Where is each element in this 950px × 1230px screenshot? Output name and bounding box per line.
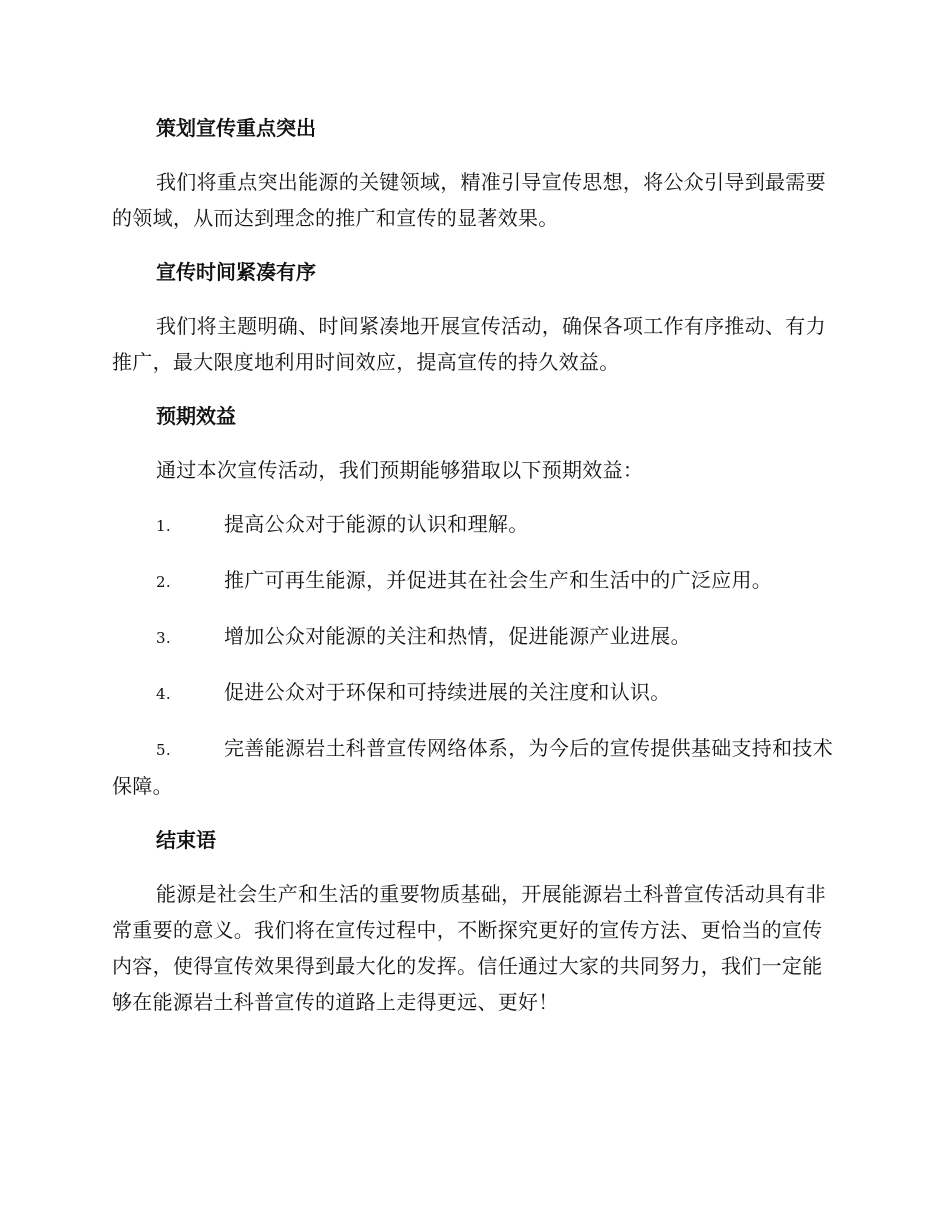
section-heading-conclusion: 结束语 (156, 828, 216, 852)
list-item (112, 506, 838, 544)
list-item-number: 3. (156, 629, 171, 647)
list-item-number: 2. (156, 573, 171, 591)
list-item (112, 674, 838, 712)
section-heading-planning: 策划宣传重点突出 (156, 116, 316, 140)
list-item-number: 1. (156, 517, 171, 535)
list-item (112, 562, 838, 600)
list-item-text: 增加公众对能源的关注和热情，促进能源产业进展。 (224, 624, 691, 648)
list-item-text: 提高公众对于能源的认识和理解。 (224, 512, 529, 536)
benefits-intro: 通过本次宣传活动，我们预期能够猎取以下预期效益： (156, 458, 644, 482)
list-item-number: 4. (156, 685, 171, 703)
list-item (112, 618, 838, 656)
list-item (112, 730, 838, 804)
section-paragraph-timing: 我们将主题明确、时间紧凑地开展宣传活动，确保各项工作有序推动、有力推广，最大限度地利用时间效应，提高宣传的持久效益。 (112, 314, 826, 374)
section-heading-benefits: 预期效益 (156, 404, 236, 428)
list-item-text: 促进公众对于环保和可持续进展的关注度和认识。 (224, 680, 671, 704)
section-paragraph-planning: 我们将重点突出能源的关键领域，精准引导宣传思想，将公众引导到最需要的领域，从而达到理念的推广和宣传的显著效果。 (112, 170, 826, 230)
section-heading-timing: 宣传时间紧凑有序 (156, 260, 316, 284)
list-item-text: 推广可再生能源，并促进其在社会生产和生活中的广泛应用。 (224, 568, 773, 592)
section-paragraph-conclusion: 能源是社会生产和生活的重要物质基础，开展能源岩土科普宣传活动具有非常重要的意义。我们将在宣传过程中，不断探究更好的宣传方法、更恰当的宣传内容，使得宣传效果得到最大化的发挥。信任通过大家的共同努力，我们一定能够在能源岩土科普宣传的道路上走得更远、更好！ (112, 882, 826, 1014)
list-item-number: 5. (156, 741, 171, 759)
benefits-list (112, 506, 838, 804)
list-item-text: 完善能源岩土科普宣传网络体系，为今后的宣传提供基础支持和技术保障。 (112, 736, 833, 798)
